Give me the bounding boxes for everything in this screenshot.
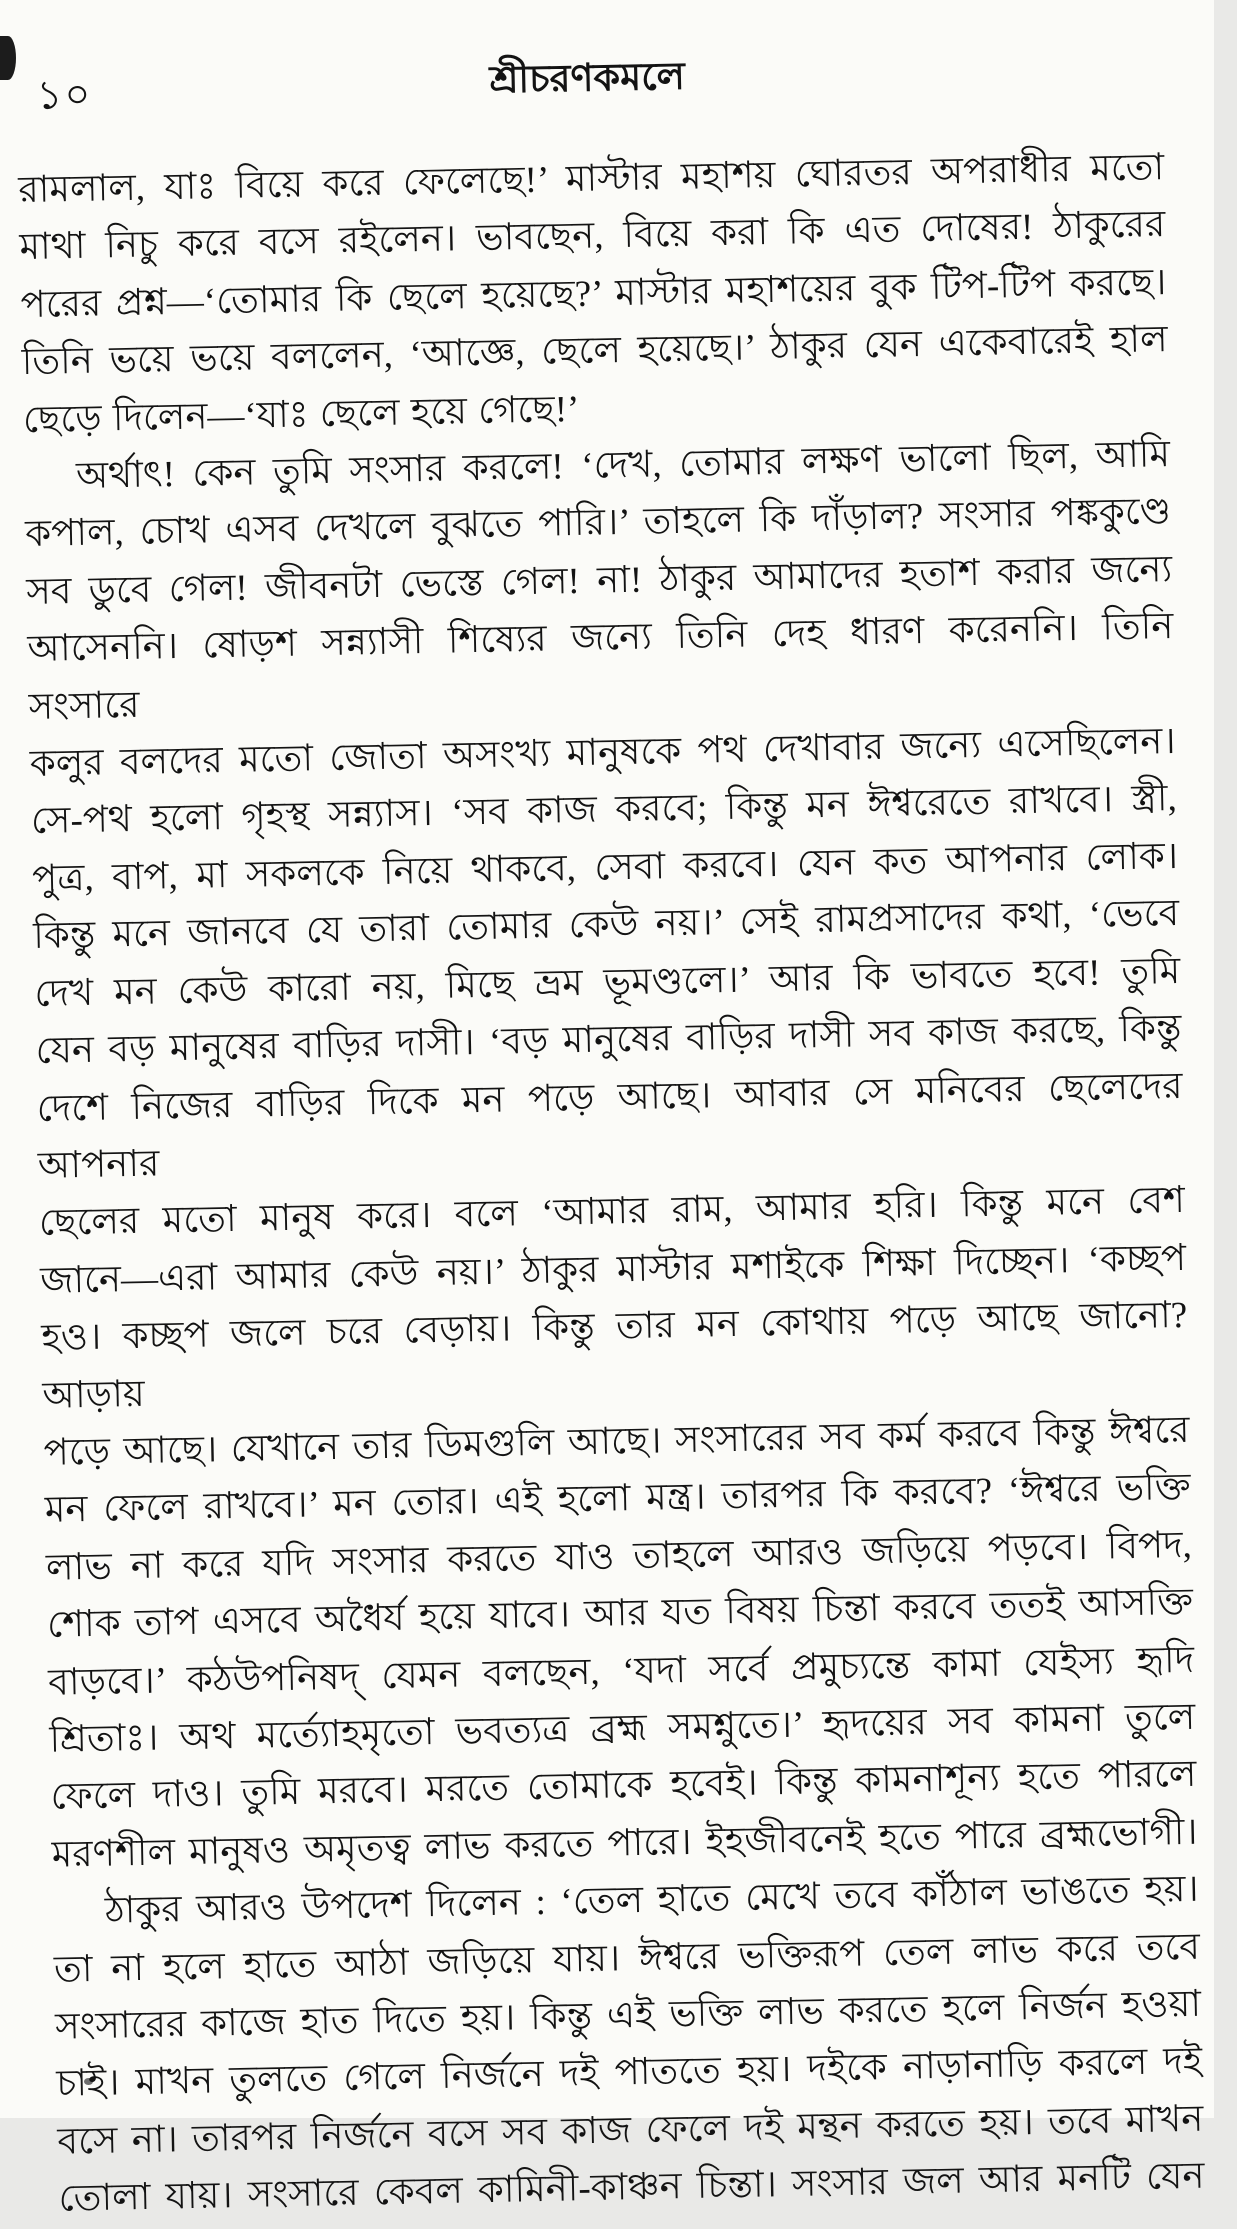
text-line: পড়ে আছে। যেখানে তার ডিমগুলি আছে। সংসারের সব কর্ম করবে কিন্তু ঈশ্বরে [43,1409,1190,1474]
text-line: সংসারের কাজে হাত দিতে হয়। কিন্তু এই ভক্তি লাভ করতে হলে নির্জন হওয়া [54,1983,1202,2048]
text-line: তোলা যায়। সংসারে কেবল কামিনী-কাঞ্চন চিন্তা। সংসার জল আর মনটি যেন [58,2155,1205,2220]
text-line: অর্থাৎ! কেন তুমি সংসার করলে! ‘দেখ, তোমার লক্ষণ ভালো ছিল, আমি [75,434,1171,498]
text-line: শ্রিতাঃ। অথ মর্ত্যোহমৃতো ভবত্যত্র ব্রহ্ম সমশ্নুতে।’ হৃদয়ের সব কামনা তুলে [49,1696,1196,1761]
text-line: লাভ না করে যদি সংসার করতে যাও তাহলে আরও জড়িয়ে পড়বে। বিপদ, [45,1524,1193,1589]
text-line: আসেননি। ষোড়শ সন্ন্যাসী শিষ্যের জন্যে তিনি দেহ ধারণ করেননি। তিনি সংসারে [27,606,1174,728]
text-line: সে-পথ হলো গৃহস্থ সন্ন্যাস। ‘সব কাজ করবে; কিন্তু মন ঈশ্বরেতে রাখবে। স্ত্রী, [30,778,1178,843]
text-line: তা না হলে হাতে আঠা জড়িয়ে যায়। ঈশ্বরে ভক্তিরূপ তেল লাভ করে তবে [53,1926,1201,1991]
text-line: ঠাকুর আরও উপদেশ দিলেন : ‘তেল হাতে মেখে তবে কাঁঠাল ভাঙতে হয়। [104,1868,1200,1932]
text-line: তিনি ভয়ে ভয়ে বললেন, ‘আজ্ঞে, ছেলে হয়েছে।’ ঠাকুর যেন একেবারেই হাল [21,319,1168,384]
text-line: ফেলে দাও। তুমি মরবে। মরতে তোমাকে হবেই। কিন্তু কামনাশূন্য হতে পারলে [50,1754,1197,1819]
text-line: শোক তাপ এসবে অধৈর্য হয়ে যাবে। আর যত বিষয় চিন্তা করবে ততই আসক্তি [46,1581,1194,1646]
text-line: জানে—এরা আমার কেউ নয়।’ ঠাকুর মাস্টার মশাইকে শিক্ষা দিচ্ছেন। ‘কচ্ছপ [39,1237,1187,1302]
text-line: হও। কচ্ছপ জলে চরে বেড়ায়। কিন্তু তার মন কোথায় পড়ে আছে জানো? আড়ায় [40,1295,1188,1417]
text-line: বাড়বে।’ কঠউপনিষদ্ যেমন বলছেন, ‘যদা সর্বে প্রমুচ্যন্তে কামা যেইস্য হৃদি [47,1639,1195,1704]
text-line: ছেড়ে দিলেন—‘যাঃ ছেলে হয়ে গেছে!’ [22,388,580,441]
text-line: মাথা নিচু করে বসে রইলেন। ভাবছেন, বিয়ে করা কি এত দোষের! ঠাকুরের [19,204,1166,269]
text-line: কপাল, চোখ এসব দেখলে বুঝতে পারি।’ তাহলে কি দাঁড়াল? সংসার পঙ্ককুণ্ডে [24,491,1172,556]
text-line: কলুর বলদের মতো জোতা অসংখ্য মানুষকে পথ দেখাবার জন্যে এসেছিলেন। [29,721,1177,786]
paragraph-1 [18,139,1170,449]
text-line: ছেলের মতো মানুষ করে। বলে ‘আমার রাম, আমার হরি। কিন্তু মনে বেশ [38,1180,1186,1245]
text-line: চাই। মাখন তুলতে গেলে নির্জনে দই পাততে হয়। দইকে নাড়ানাড়ি করলে দই [55,2041,1203,2106]
text-line: রামলাল, যাঃ বিয়ে করে ফেলেছে!’ মাস্টার মহাশয় ঘোরতর অপরাধীর মতো [17,147,1165,212]
page-header [0,0,1196,163]
paragraph-2 [24,426,1199,1884]
page-body [18,139,1205,2228]
running-title: শ্রীচরণকমলে [489,55,686,102]
text-line: কিন্তু মনে জানবে যে তারা তোমার কেউ নয়।’ সেই রামপ্রসাদের কথা, ‘ভেবে [32,893,1180,958]
text-line: বসে না। তারপর নির্জনে বসে সব কাজ ফেলে দই মন্থন করতে হয়। তবে মাখন [57,2098,1204,2163]
paragraph-3 [52,1861,1205,2228]
text-line: পুত্র, বাপ, মা সকলকে নিয়ে থাকবে, সেবা করবে। যেন কত আপনার লোক। [31,835,1179,900]
text-line: মরণশীল মানুষও অমৃতত্ব লাভ করতে পারে। ইহজীবনেই হতে পারে ব্রহ্মভোগী। [51,1811,1198,1876]
text-line: দেশে নিজের বাড়ির দিকে মন পড়ে আছে। আবার সে মনিবের ছেলেদের আপনার [36,1065,1183,1187]
text-line: সব ডুবে গেল! জীবনটা ভেস্তে গেল! না! ঠাকুর আমাদের হতাশ করার জন্যে [26,548,1173,613]
page-number: ১০ [35,71,93,118]
text-line: যেন বড় মানুষের বাড়ির দাসী। ‘বড় মানুষের বাড়ির দাসী সব কাজ করছে, কিন্তু [35,1008,1182,1073]
text-line: মন ফেলে রাখবে।’ মন তোর। এই হলো মন্ত্র। তারপর কি করবে? ‘ঈশ্বরে ভক্তি [44,1467,1192,1532]
text-line: পরের প্রশ্ন—‘তোমার কি ছেলে হয়েছে?’ মাস্টার মহাশয়ের বুক টিপ-টিপ করছে। [20,261,1167,326]
text-line: দেখ মন কেউ কারো নয়, মিছে ভ্রম ভূমণ্ডলে।’ আর কি ভাবতে হবে! তুমি [34,950,1181,1015]
